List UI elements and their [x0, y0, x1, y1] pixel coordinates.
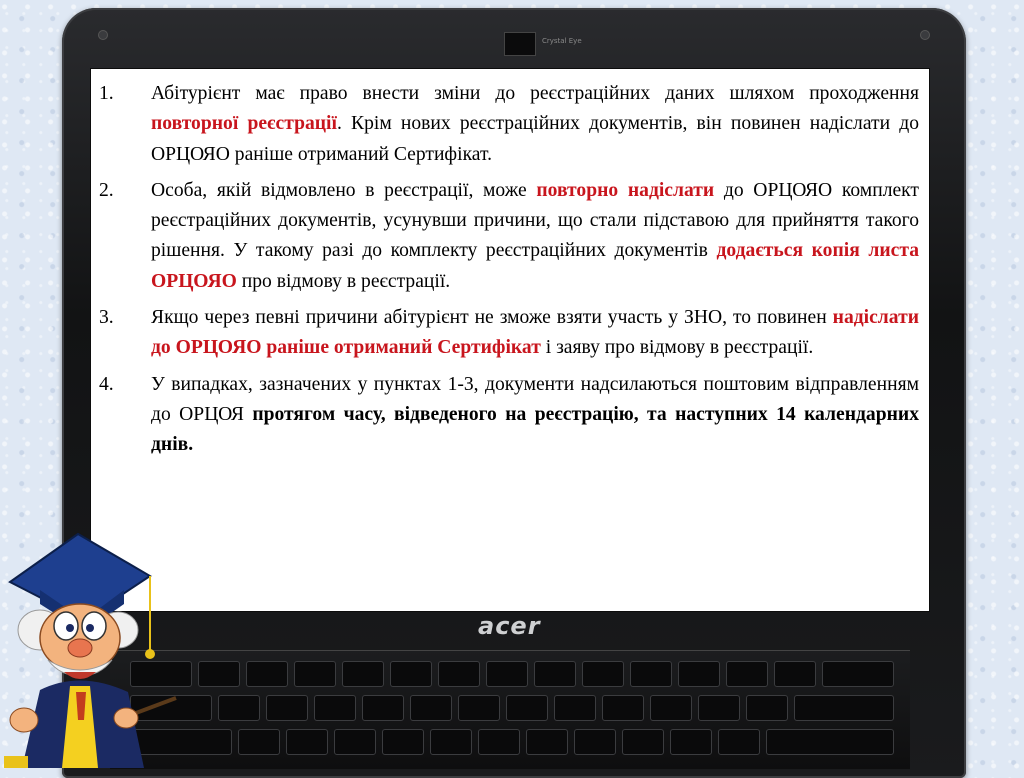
keyboard: [110, 650, 910, 769]
list-item: [91, 303, 919, 364]
rules-list: [91, 69, 929, 461]
webcam-label: Crystal Eye: [542, 37, 582, 45]
brand-logo: acer: [478, 612, 541, 640]
text-run: Особа, якій відмовлено в реєстрації, може: [151, 179, 537, 201]
highlighted-text: надіслати до ОРЦОЯО раніше отриманий Сертифікат: [151, 307, 919, 359]
text-run: У випадках, зазначених у пунктах 1-3, документи надсилаються поштовим відправленням до ОРЦОЯ: [151, 373, 919, 425]
list-item-number: 1.: [99, 83, 114, 104]
list-item: [91, 176, 919, 297]
list-item-text: [151, 303, 919, 364]
highlighted-text: повторної реєстрації: [151, 113, 337, 135]
highlighted-text: протягом часу, відведеного на реєстрацію, та наступних 14 календарних днів.: [151, 403, 919, 456]
list-item-text: [151, 176, 919, 297]
screw-icon: [920, 30, 930, 40]
text-run: Якщо через певні причини абітурієнт не зможе взяти участь у ЗНО, то повинен: [151, 307, 833, 329]
list-item-number: 2.: [99, 179, 114, 201]
list-item-text: [151, 370, 919, 461]
list-item: [91, 370, 919, 461]
highlighted-text: додається копія листа ОРЦОЯО: [151, 240, 920, 292]
screw-icon: [98, 30, 108, 40]
text-run: про відмову в реєстрації.: [236, 270, 451, 292]
slide-screen: [90, 68, 930, 612]
webcam: [496, 20, 624, 56]
highlighted-text: повторно надіслати: [536, 179, 715, 201]
text-run: і заяву про відмову в реєстрації.: [540, 337, 814, 359]
text-run: . Крім нових реєстраційних документів, він повинен надіслати до ОРЦОЯО раніше отриманий Сертифікат.: [151, 113, 919, 165]
list-item-text: [151, 79, 919, 170]
list-item: [91, 79, 919, 170]
text-run: до ОРЦОЯО комплект реєстраційних документів, усунувши причини, що стали підставою для прийняття такого рішення. У такому разі до комплекту реєстраційних документів: [151, 179, 919, 262]
list-item-number: 4.: [99, 373, 114, 395]
text-run: Абітурієнт має право внести зміни до реєстраційних даних шляхом проходження: [151, 83, 919, 104]
webcam-lens-icon: [504, 32, 536, 56]
list-item-number: 3.: [99, 307, 114, 329]
professor-mascot-icon: [0, 520, 180, 768]
